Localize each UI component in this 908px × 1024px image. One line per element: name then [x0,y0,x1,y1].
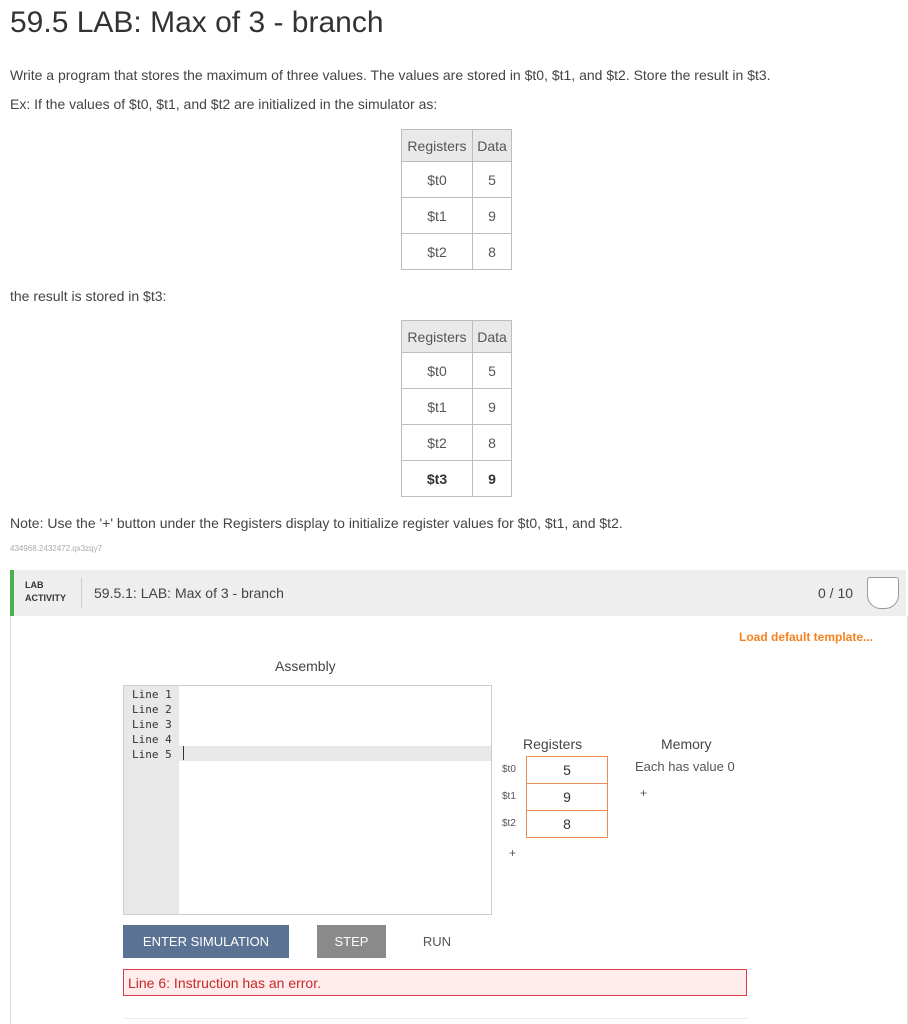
simulator-register-value[interactable]: 9 [526,783,608,811]
table-row [402,461,512,497]
register-value: 9 [473,389,512,425]
error-text: Line 6: Instruction has an error. [128,975,321,991]
register-value: 5 [473,162,512,198]
result-intro: the result is stored in $t3: [10,288,167,304]
registers-header: Registers [402,321,473,353]
code-editor[interactable] [123,685,492,915]
simulator-register-name: $t1 [502,791,516,802]
load-default-template-link[interactable]: Load default template... [739,630,874,644]
table-row [402,425,512,461]
divider [123,1018,748,1019]
description: Write a program that stores the maximum of three values. The values are stored in $t0, $t1, and $t2. Store the result in $t3. [10,67,771,83]
table-row [402,198,512,234]
lab-tag-line1: LAB [25,580,44,590]
text-caret [183,746,184,760]
example-registers-table-result [401,320,512,497]
table-row [402,353,512,389]
registers-header: Registers [402,130,473,162]
error-message [123,969,747,996]
lab-title: 59.5.1: LAB: Max of 3 - branch [94,585,284,601]
note: Note: Use the '+' button under the Registers display to initialize register values for $t0, $t1, and $t2. [10,515,623,531]
simulator-register-value[interactable]: 8 [526,810,608,838]
active-line-highlight [124,746,491,761]
assembly-label: Assembly [275,658,336,674]
lab-score: 0 / 10 [818,585,854,601]
register-value: 8 [473,234,512,270]
add-register-button[interactable]: + [509,846,517,860]
divider [81,578,82,608]
data-header: Data [473,321,512,353]
simulator-register-value[interactable]: 5 [526,756,608,784]
register-value: 9 [473,198,512,234]
add-memory-button[interactable]: + [640,786,648,800]
data-header: Data [473,130,512,162]
editor-line: Line 2 [132,703,172,716]
register-value: 8 [473,425,512,461]
editor-line: Line 1 [132,688,172,701]
lab-activity-header [10,570,906,616]
register-name: $t2 [402,425,473,461]
simulator-register-name: $t2 [502,818,516,829]
register-name: $t0 [402,162,473,198]
simulator-register-name: $t0 [502,764,516,775]
register-name: $t0 [402,353,473,389]
lab-tag-line2: ACTIVITY [25,593,67,603]
lab-activity-tag [25,579,66,605]
lab-accent-bar [10,570,14,616]
register-name: $t2 [402,234,473,270]
completion-shield-icon [867,577,899,609]
example-intro: Ex: If the values of $t0, $t1, and $t2 are initialized in the simulator as: [10,96,438,112]
register-name: $t3 [402,461,473,497]
editor-line: Line 4 [132,733,172,746]
table-row [402,389,512,425]
example-registers-table-initial [401,129,512,270]
simulator-registers-label: Registers [523,736,583,752]
enter-simulation-button[interactable]: ENTER SIMULATION [123,925,289,958]
register-value: 9 [473,461,512,497]
editor-line: Line 5 [132,748,172,761]
editor-line: Line 3 [132,718,172,731]
register-name: $t1 [402,389,473,425]
table-row [402,162,512,198]
run-button[interactable]: RUN [412,925,462,958]
page-title: 59.5 LAB: Max of 3 - branch [10,6,384,39]
id-tag: 434968.2432472.qx3zqy7 [10,544,103,553]
editor-lines [132,687,172,762]
step-button[interactable]: STEP [317,925,386,958]
register-value: 5 [473,353,512,389]
memory-label: Memory [661,736,712,752]
memory-note: Each has value 0 [635,759,735,774]
table-row [402,234,512,270]
register-name: $t1 [402,198,473,234]
